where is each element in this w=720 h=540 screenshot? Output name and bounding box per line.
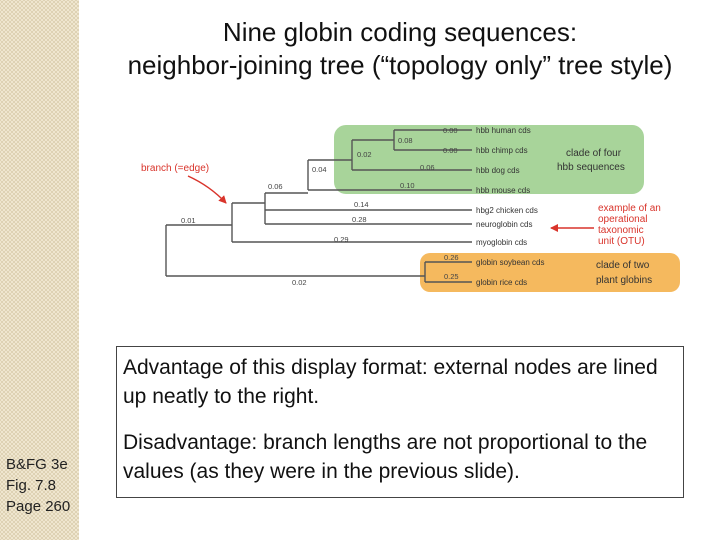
taxon-neuroglobin: neuroglobin cds [476, 220, 533, 229]
branch-length-mammal: 0.04 [312, 165, 327, 174]
taxon-hbb-chimp: hbb chimp cds [476, 146, 528, 155]
otu-label-line-2: operational [598, 214, 648, 225]
otu-label-line-3: taxonomic [598, 225, 644, 236]
branch-annotation-arrow [188, 176, 226, 203]
disadvantage-text: Disadvantage: branch lengths are not proportional to the values (as they were in the previous slide). [123, 431, 648, 483]
otu-label-line-1: example of an [598, 203, 661, 214]
advantage-text: Advantage of this display format: external nodes are lined up neatly to the right. [123, 356, 658, 408]
branch-length-neuroglobin: 0.28 [352, 215, 367, 224]
reference-note [6, 454, 70, 517]
title-line-2: neighbor-joining tree (“topology only” tree style) [127, 50, 673, 80]
reference-line-2: Fig. 7.8 [6, 477, 57, 494]
plant-clade-label-line-1: clade of two [596, 260, 650, 271]
otu-label-line-4: unit (OTU) [598, 236, 645, 247]
plant-clade-label-line-2: plant globins [596, 275, 653, 286]
branch-length-amniote: 0.06 [268, 182, 283, 191]
branch-length-chicken: 0.14 [354, 200, 369, 209]
hbb-clade-label-line-2: hbb sequences [557, 162, 625, 173]
branch-length-vertebrate: 0.01 [181, 216, 196, 225]
taxon-hbb-mouse: hbb mouse cds [476, 186, 531, 195]
taxon-hbb-human: hbb human cds [476, 126, 531, 135]
branch-length-root: 0.02 [292, 278, 307, 287]
taxon-myoglobin: myoglobin cds [476, 238, 528, 247]
branch-length-dog: 0.06 [420, 163, 435, 172]
branch-length-mouse: 0.10 [400, 181, 415, 190]
branch-annotation-label: branch (=edge) [141, 163, 210, 174]
branch-length-rice: 0.25 [444, 272, 459, 281]
taxon-hbb-dog: hbb dog cds [476, 166, 520, 175]
hbb-clade-highlight [334, 125, 644, 194]
branch-length-primate-dog: 0.02 [357, 150, 372, 159]
title-line-1: Nine globin coding sequences: [222, 17, 578, 47]
taxon-globin-soybean: globin soybean cds [476, 258, 545, 267]
advantage-disadvantage-textbox [116, 346, 684, 498]
branch-length-soybean: 0.26 [444, 253, 459, 262]
taxon-hbg2-chicken: hbg2 chicken cds [476, 206, 538, 215]
branch-length-myoglobin: 0.29 [334, 235, 349, 244]
branch-length-human-chimp: 0.08 [398, 136, 413, 145]
branch-length-human: 0.00 [443, 126, 458, 135]
branch-length-chimp: 0.00 [443, 146, 458, 155]
taxon-globin-rice: globin rice cds [476, 278, 528, 287]
reference-line-1: B&FG 3e [6, 456, 68, 473]
hbb-clade-label-line-1: clade of four [566, 148, 622, 159]
plant-clade-highlight [420, 253, 680, 292]
reference-line-3: Page 260 [6, 498, 71, 515]
